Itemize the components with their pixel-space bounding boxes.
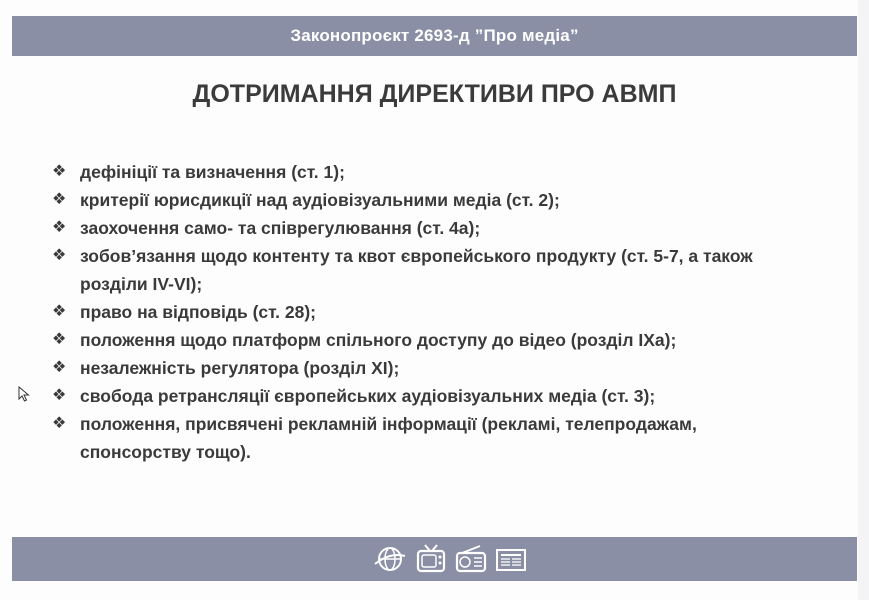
list-item xyxy=(52,186,812,214)
list-item-text: заохочення само- та співрегулювання (ст. 4а); xyxy=(80,218,481,238)
list-item-text: критерії юрисдикції над аудіовізуальними медіа (ст. 2); xyxy=(80,190,560,210)
radio-icon xyxy=(454,544,488,574)
list-item-text: свобода ретрансляції європейських аудіовізуальних медіа (ст. 3); xyxy=(80,386,656,406)
diamond-bullet-icon: ❖ xyxy=(52,219,67,236)
list-item xyxy=(52,298,812,326)
footer-icons xyxy=(372,541,528,577)
list-item-text: положення, присвячені рекламній інформації (рекламі, телепродажам, спонсорству тощо). xyxy=(80,414,697,462)
slide-title: ДОТРИМАННЯ ДИРЕКТИВИ ПРО АВМП xyxy=(192,80,677,108)
list-item-text: незалежність регулятора (розділ XI); xyxy=(80,358,400,378)
bullet-list xyxy=(52,158,812,466)
diamond-bullet-icon: ❖ xyxy=(52,191,67,208)
diamond-bullet-icon: ❖ xyxy=(52,303,67,320)
list-item-text: положення щодо платформ спільного доступу до відео (розділ IXа); xyxy=(80,330,677,350)
globe-icon xyxy=(372,544,408,574)
list-item-text: право на відповідь (ст. 28); xyxy=(80,302,317,322)
list-item xyxy=(52,214,812,242)
list-item xyxy=(52,158,812,186)
diamond-bullet-icon: ❖ xyxy=(52,415,67,432)
diamond-bullet-icon: ❖ xyxy=(52,163,67,180)
list-item xyxy=(52,382,812,410)
footer-bar xyxy=(12,537,857,581)
diamond-bullet-icon: ❖ xyxy=(52,387,67,404)
mouse-cursor-icon xyxy=(18,386,30,402)
newspaper-icon xyxy=(494,544,528,574)
diamond-bullet-icon: ❖ xyxy=(52,359,67,376)
list-item-text: зобов’язання щодо контенту та квот європейського продукту (ст. 5-7, а також розділи IV-VI); xyxy=(80,246,753,294)
tv-icon xyxy=(414,543,448,575)
list-item xyxy=(52,410,812,466)
header-title: Законопроєкт 2693-д ”Про медіа” xyxy=(290,26,579,45)
list-item xyxy=(52,354,812,382)
diamond-bullet-icon: ❖ xyxy=(52,247,67,264)
list-item xyxy=(52,242,812,298)
header-bar xyxy=(12,16,857,56)
diamond-bullet-icon: ❖ xyxy=(52,331,67,348)
list-item xyxy=(52,326,812,354)
list-item-text: дефініції та визначення (ст. 1); xyxy=(80,162,345,182)
